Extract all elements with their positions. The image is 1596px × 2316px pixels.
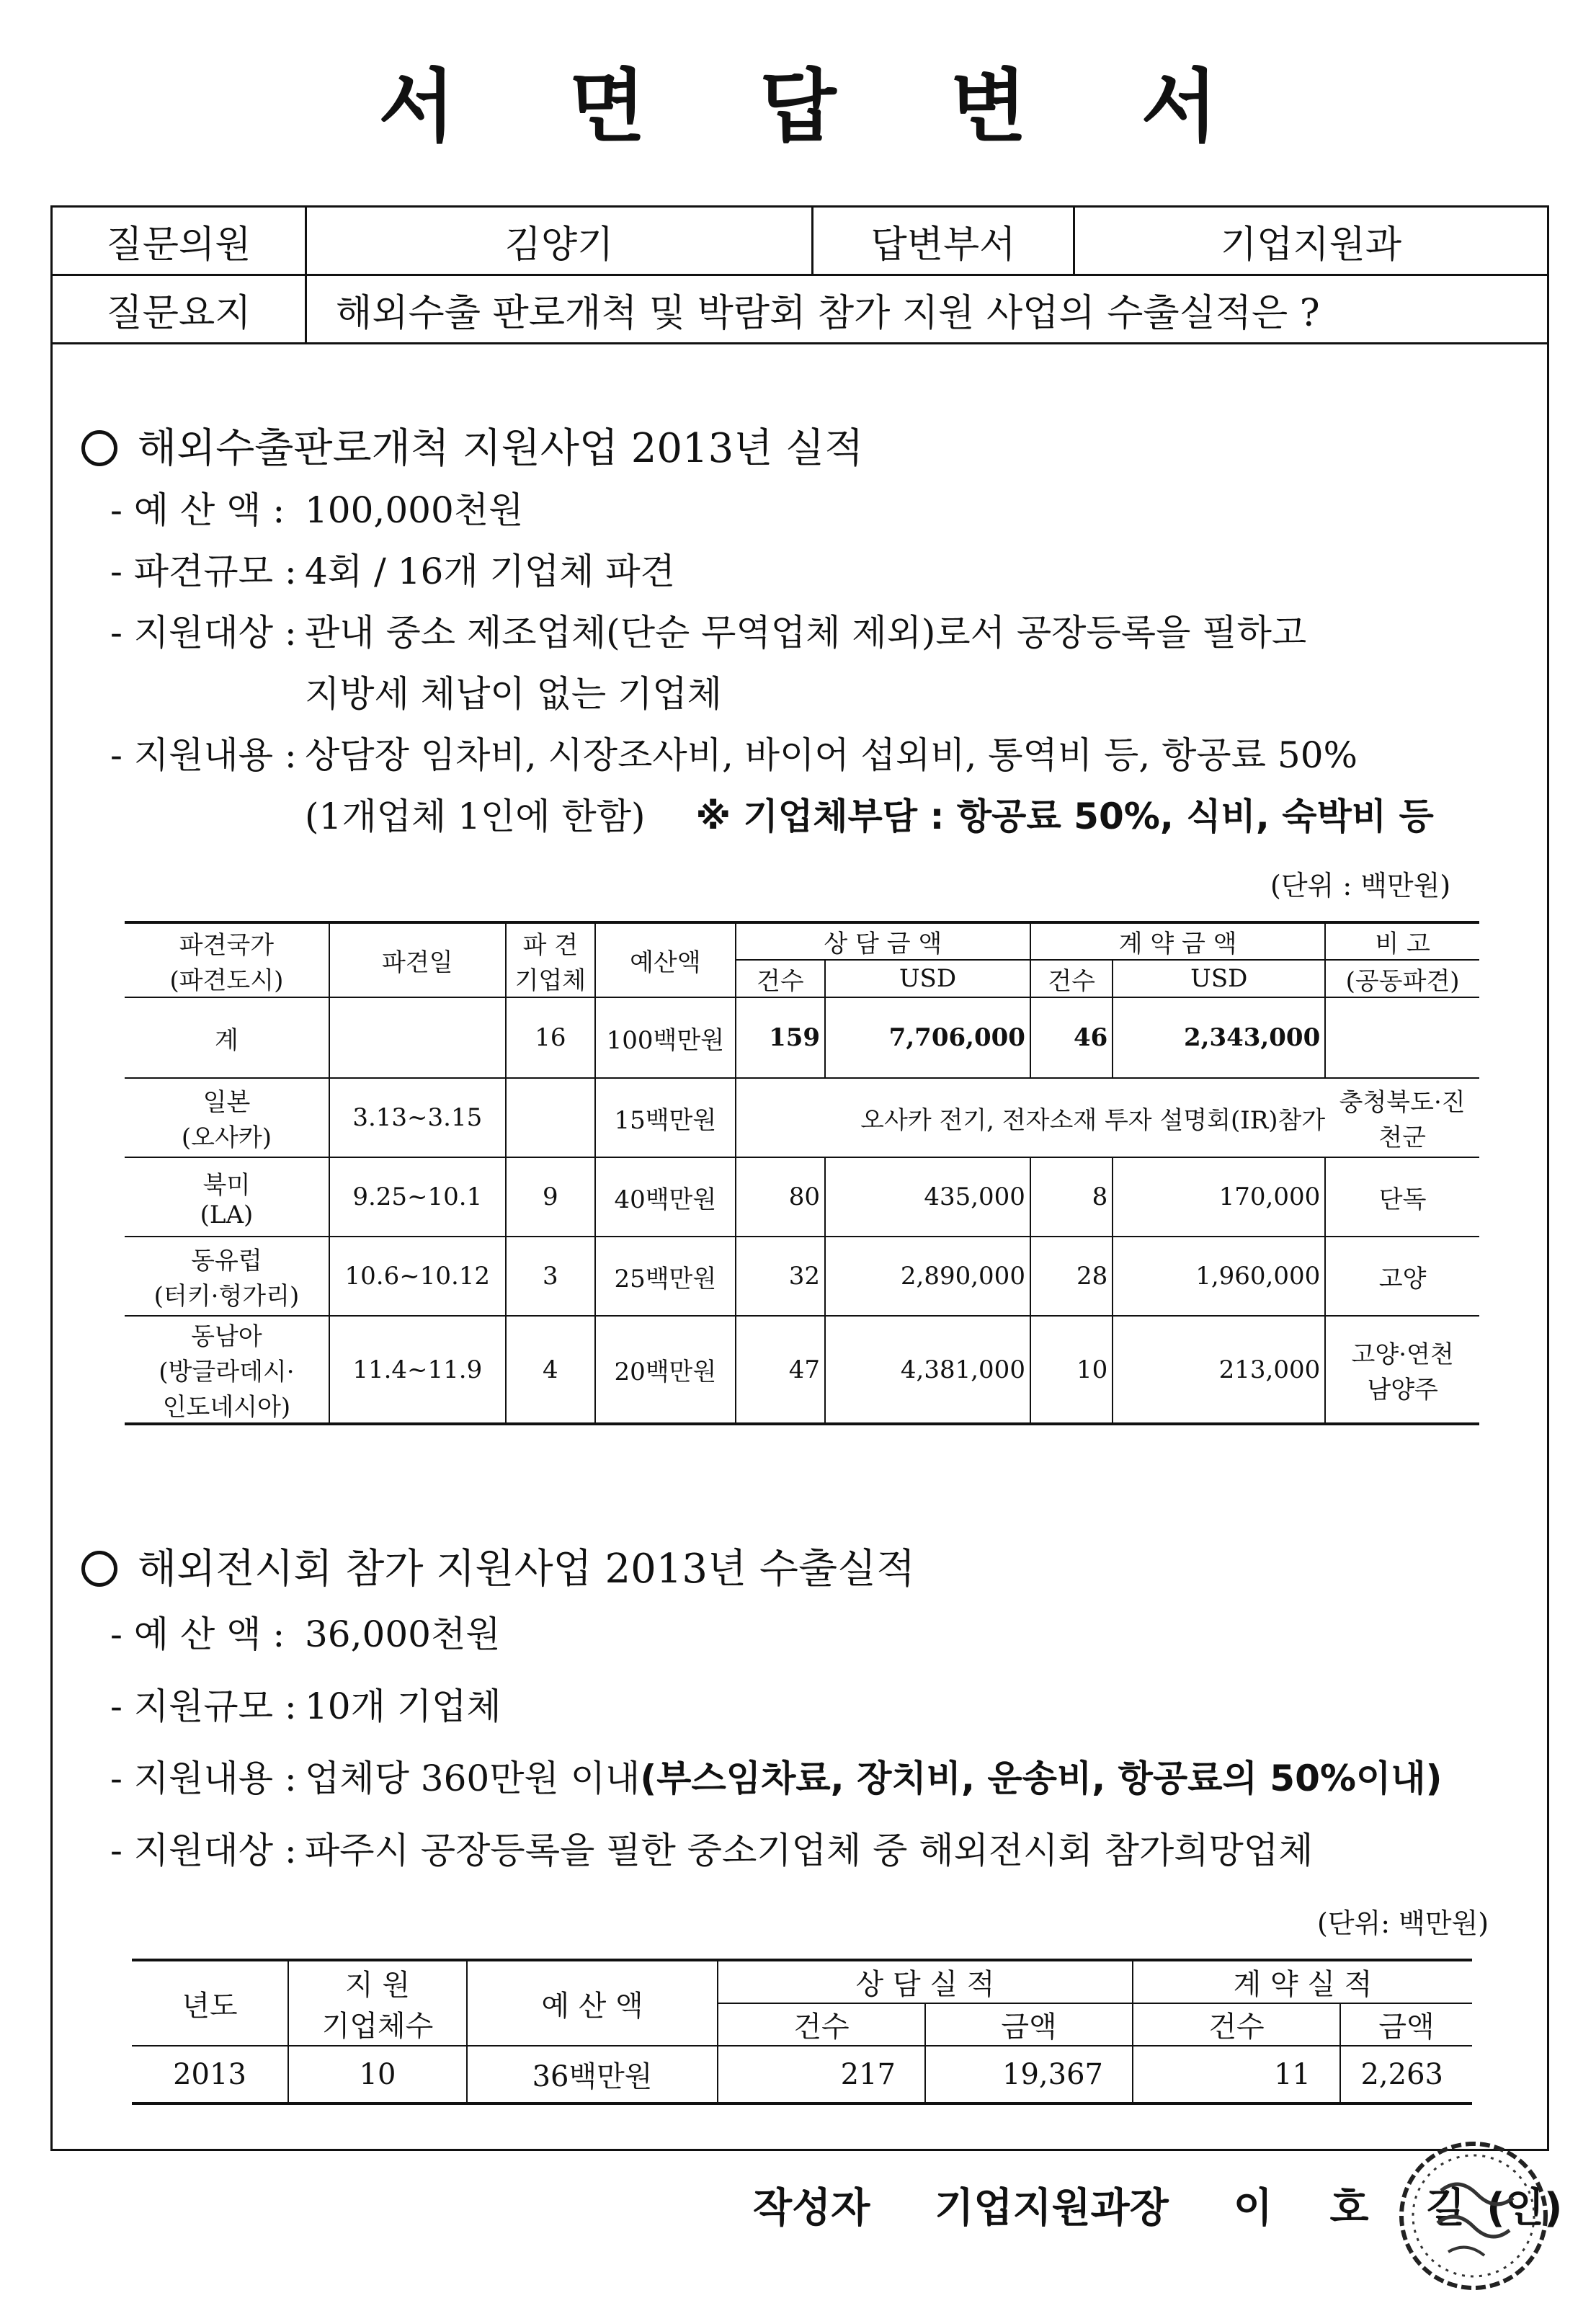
s2-item-value: 36,000천원	[305, 1613, 501, 1655]
th-firms-1: 파 견	[522, 930, 579, 960]
section2-title-text: 해외전시회 참가 지원사업 2013년 수출실적	[138, 1546, 916, 1593]
dept-value: 기업지원과	[1074, 208, 1548, 275]
ee-contract-count: 28	[1030, 1237, 1113, 1316]
na-consult-usd: 435,000	[825, 1157, 1030, 1237]
answer-frame	[50, 205, 1549, 2151]
row-consult-count: 217	[718, 2046, 925, 2103]
row-firms: 10	[288, 2046, 467, 2103]
th-usd: USD	[825, 960, 1030, 997]
na-note: 단독	[1325, 1157, 1479, 1237]
table-row-ee	[125, 1237, 1479, 1316]
bullet-circle-icon	[81, 430, 117, 466]
sea-consult-count: 47	[736, 1316, 825, 1424]
row-contract-count: 11	[1133, 2046, 1340, 2103]
japan-country	[125, 1078, 329, 1157]
na-country	[125, 1157, 329, 1237]
table-row-japan	[125, 1078, 1479, 1157]
th-budget: 예산액	[595, 922, 736, 997]
na-contract-usd: 170,000	[1113, 1157, 1325, 1237]
s1-budget-line	[110, 481, 523, 533]
japan-date: 3.13~3.15	[329, 1078, 506, 1157]
sea-note-1: 고양·연천	[1351, 1340, 1454, 1369]
na-consult-count: 80	[736, 1157, 825, 1237]
th-note-sub: (공동파견)	[1325, 960, 1479, 997]
s1-content-line	[110, 726, 1358, 778]
th2-budget: 예 산 액	[467, 1960, 718, 2046]
sea-note	[1325, 1316, 1479, 1424]
s1-scale-line	[110, 543, 675, 594]
table-row-sea	[125, 1316, 1479, 1424]
s1-item-label: - 예 산 액 :	[110, 489, 285, 531]
th-note: 비 고	[1325, 922, 1479, 960]
japan-note-2: 천군	[1378, 1123, 1426, 1152]
section2-title	[81, 1537, 915, 1595]
s2-item-label: - 예 산 액 :	[110, 1613, 285, 1655]
ee-consult-count: 32	[736, 1237, 825, 1316]
japan-city: (오사카)	[181, 1123, 272, 1152]
total-firms: 16	[506, 997, 595, 1078]
s1-results-table	[125, 921, 1479, 1425]
ee-firms: 3	[506, 1237, 595, 1316]
sea-firms: 4	[506, 1316, 595, 1424]
th-date: 파견일	[329, 922, 506, 997]
th2-amount2: 금액	[1340, 2003, 1472, 2046]
sea-contract-count: 10	[1030, 1316, 1113, 1424]
s2-item-value: 파주시 공장등록을 필한 중소기업체 중 해외전시회 참가희망업체	[305, 1830, 1314, 1871]
th2-consult: 상 담 실 적	[718, 1960, 1133, 2003]
ee-city: (터키·헝가리)	[153, 1282, 300, 1311]
s1-item-value: 관내 중소 제조업체(단순 무역업체 제외)로서 공장등록을 필하고	[305, 612, 1307, 654]
th-count2: 건수	[1030, 960, 1113, 997]
author-label: 작성자	[753, 2185, 870, 2232]
total-label: 계	[125, 997, 329, 1078]
na-country-name: 북미	[202, 1170, 251, 1200]
th-firms-2: 기업체	[514, 966, 587, 995]
total-note	[1325, 997, 1479, 1078]
japan-desc: 오사카 전기, 전자소재 투자 설명회(IR)참가	[736, 1078, 1326, 1157]
total-consult-usd: 7,706,000	[825, 997, 1030, 1078]
table-row-2013	[132, 2046, 1472, 2103]
s1-target-line	[110, 604, 1306, 656]
s1-unit: (단위 : 백만원)	[1270, 870, 1451, 901]
th-firms	[506, 922, 595, 997]
sea-country	[125, 1316, 329, 1424]
author-name: 이 호 길	[1233, 2185, 1487, 2232]
row-consult-amount: 19,367	[925, 2046, 1133, 2103]
th-country-text: 파견국가	[179, 930, 275, 960]
s2-item-value: 10개 기업체	[305, 1685, 501, 1727]
questioner-label: 질문의원	[53, 208, 306, 275]
sea-contract-usd: 213,000	[1113, 1316, 1325, 1424]
s2-budget-line	[110, 1605, 501, 1657]
sea-budget: 20백만원	[595, 1316, 736, 1424]
author-role: 기업지원과장	[935, 2185, 1169, 2232]
japan-budget: 15백만원	[595, 1078, 736, 1157]
th-country-sub: (파견도시)	[169, 966, 284, 995]
s1-note-line	[305, 788, 1434, 839]
ee-budget: 25백만원	[595, 1237, 736, 1316]
s1-item-label: - 파견규모 :	[110, 551, 297, 592]
s2-item-label: - 지원규모 :	[110, 1685, 297, 1727]
row-year: 2013	[132, 2046, 288, 2103]
japan-firms	[506, 1078, 595, 1157]
na-date: 9.25~10.1	[329, 1157, 506, 1237]
section1-title	[81, 417, 863, 474]
na-contract-count: 8	[1030, 1157, 1113, 1237]
th-country	[125, 922, 329, 997]
ee-note: 고양	[1325, 1237, 1479, 1316]
ee-country	[125, 1237, 329, 1316]
s1-note-right: ※ 기업체부담 : 항공료 50%, 식비, 숙박비 등	[695, 796, 1434, 837]
total-date	[329, 997, 506, 1078]
th-count: 건수	[736, 960, 825, 997]
s1-item-label: - 지원내용 :	[110, 734, 297, 776]
s2-item-value-bold: (부스임차료, 장치비, 운송비, 항공료의 50%이내)	[640, 1758, 1443, 1799]
ee-country-name: 동유럽	[191, 1247, 262, 1275]
s1-item-value: 4회 / 16개 기업체 파견	[305, 551, 675, 592]
summary-value: 해외수출 판로개척 및 박람회 참가 지원 사업의 수출실적은 ?	[306, 275, 1548, 344]
total-budget: 100백만원	[595, 997, 736, 1078]
s1-target-line-2	[110, 665, 722, 717]
author-seal-text: (인)	[1486, 2185, 1563, 2232]
th2-contract: 계 약 실 적	[1133, 1960, 1472, 2003]
s2-item-label: - 지원대상 :	[110, 1830, 297, 1871]
sea-country-name: 동남아	[191, 1322, 262, 1351]
s2-item-value: 업체당 360만원 이내	[305, 1758, 641, 1799]
s2-content-line	[110, 1750, 1442, 1801]
section1-title-text: 해외수출판로개척 지원사업 2013년 실적	[138, 425, 864, 472]
th2-amount: 금액	[925, 2003, 1133, 2046]
bullet-circle-icon	[81, 1551, 117, 1587]
th2-firms	[288, 1960, 467, 2046]
questioner-value: 김양기	[306, 208, 813, 275]
na-firms: 9	[506, 1157, 595, 1237]
sea-city-2: 인도네시아)	[162, 1393, 291, 1422]
official-seal-stamp	[1391, 2133, 1556, 2299]
th2-count: 건수	[718, 2003, 925, 2046]
dept-label: 답변부서	[813, 208, 1074, 275]
ee-consult-usd: 2,890,000	[825, 1237, 1030, 1316]
total-contract-usd: 2,343,000	[1113, 997, 1325, 1078]
th2-firms-1: 지 원	[345, 1969, 410, 2002]
table-row-total	[125, 997, 1479, 1078]
japan-country-name: 일본	[202, 1088, 251, 1117]
summary-label: 질문요지	[53, 275, 306, 344]
sea-note-2: 남양주	[1367, 1375, 1438, 1404]
japan-note	[1325, 1078, 1479, 1157]
na-city: (LA)	[200, 1200, 254, 1229]
th-usd2: USD	[1113, 960, 1325, 997]
th-consult: 상 담 금 액	[736, 922, 1030, 960]
total-contract-count: 46	[1030, 997, 1113, 1078]
s1-note-left: (1개업체 1인에 한함)	[305, 796, 646, 837]
document-title: 서 면 답 변 서	[378, 60, 1261, 153]
sea-consult-usd: 4,381,000	[825, 1316, 1030, 1424]
s1-item-value: 100,000천원	[305, 489, 524, 531]
th2-count2: 건수	[1133, 2003, 1340, 2046]
na-budget: 40백만원	[595, 1157, 736, 1237]
s1-item-value: 상담장 임차비, 시장조사비, 바이어 섭외비, 통역비 등, 항공료 50%	[305, 734, 1358, 776]
row-budget: 36백만원	[467, 2046, 718, 2103]
japan-note-1: 충청북도·진	[1339, 1088, 1466, 1117]
s1-item-label: - 지원대상 :	[110, 612, 297, 654]
s1-item-value: 지방세 체납이 없는 기업체	[305, 673, 722, 715]
s2-unit: (단위: 백만원)	[1317, 1907, 1489, 1939]
s2-results-table	[132, 1959, 1472, 2105]
s2-scale-line	[110, 1678, 501, 1729]
ee-contract-usd: 1,960,000	[1113, 1237, 1325, 1316]
s2-target-line	[110, 1822, 1313, 1874]
th2-firms-2: 기업체수	[321, 2010, 434, 2043]
sea-city-1: (방글라데시·	[159, 1358, 295, 1386]
row-contract-amount: 2,263	[1340, 2046, 1472, 2103]
th2-year: 년도	[132, 1960, 288, 2046]
th-contract: 계 약 금 액	[1030, 922, 1325, 960]
table-row-na	[125, 1157, 1479, 1237]
sea-date: 11.4~11.9	[329, 1316, 506, 1424]
ee-date: 10.6~10.12	[329, 1237, 506, 1316]
s2-item-label: - 지원내용 :	[110, 1758, 297, 1799]
total-consult-count: 159	[736, 997, 825, 1078]
